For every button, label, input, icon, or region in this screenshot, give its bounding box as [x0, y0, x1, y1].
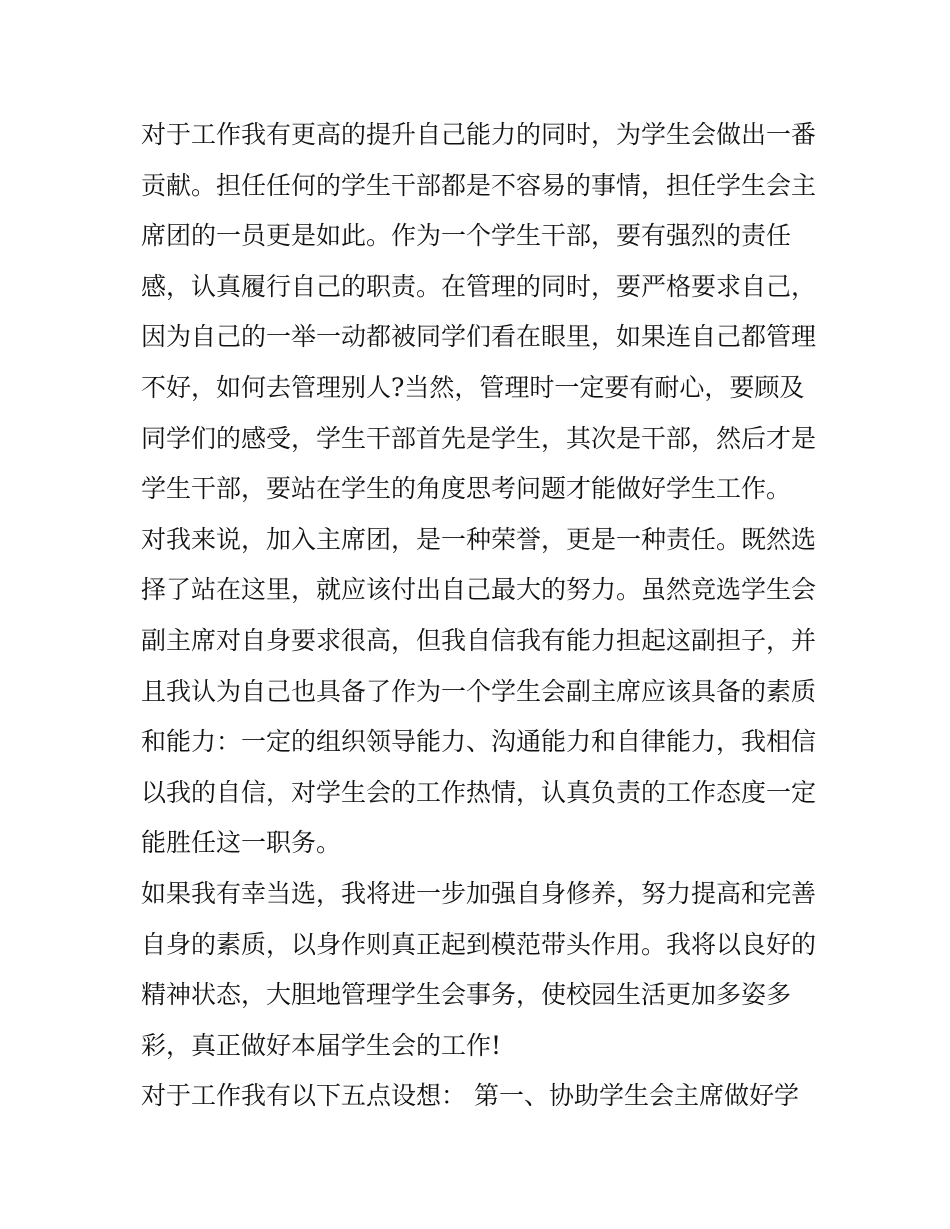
text-line: 精神状态，大胆地管理学生会事务，使校园生活更加多姿多 — [141, 980, 792, 1010]
text-line: 且我认为自己也具备了作为一个学生会副主席应该具备的素质 — [141, 676, 817, 706]
text-line: 副主席对自身要求很高，但我自信我有能力担起这副担子，并 — [141, 625, 817, 655]
text-line: 和能力：一定的组织领导能力、沟通能力和自律能力，我相信 — [141, 727, 817, 757]
text-line: 不好，如何去管理别人?当然，管理时一定要有耐心，要顾及 — [141, 372, 805, 402]
document-body — [141, 110, 821, 1122]
text-line: 如果我有幸当选，我将进一步加强自身修养，努力提高和完善 — [141, 878, 817, 908]
text-line: 以我的自信，对学生会的工作热情，认真负责的工作态度一定 — [141, 777, 817, 807]
text-line: 感，认真履行自己的职责。在管理的同时，要严格要求自己， — [141, 271, 817, 301]
text-line: 贡献。担任任何的学生干部都是不容易的事情，担任学生会主 — [141, 170, 817, 200]
text-line: 同学们的感受，学生干部首先是学生，其次是干部，然后才是 — [141, 423, 817, 453]
text-line: 学生干部，要站在学生的角度思考问题才能做好学生工作。 — [141, 474, 792, 504]
text-line: 对于工作我有以下五点设想： 第一、协助学生会主席做好学 — [141, 1081, 799, 1111]
text-line: 因为自己的一举一动都被同学们看在眼里，如果连自己都管理 — [141, 322, 817, 352]
text-line: 对于工作我有更高的提升自己能力的同时，为学生会做出一番 — [141, 120, 817, 149]
text-line: 对我来说，加入主席团，是一种荣誉，更是一种责任。既然选 — [141, 524, 817, 554]
text-line: 席团的一员更是如此。作为一个学生干部，要有强烈的责任 — [141, 221, 792, 251]
text-line: 彩，真正做好本届学生会的工作! — [141, 1030, 502, 1060]
text-line: 自身的素质，以身作则真正起到模范带头作用。我将以良好的 — [141, 929, 817, 959]
text-line: 择了站在这里，就应该付出自己最大的努力。虽然竞选学生会 — [141, 575, 817, 605]
text-line: 能胜任这一职务。 — [141, 828, 342, 858]
